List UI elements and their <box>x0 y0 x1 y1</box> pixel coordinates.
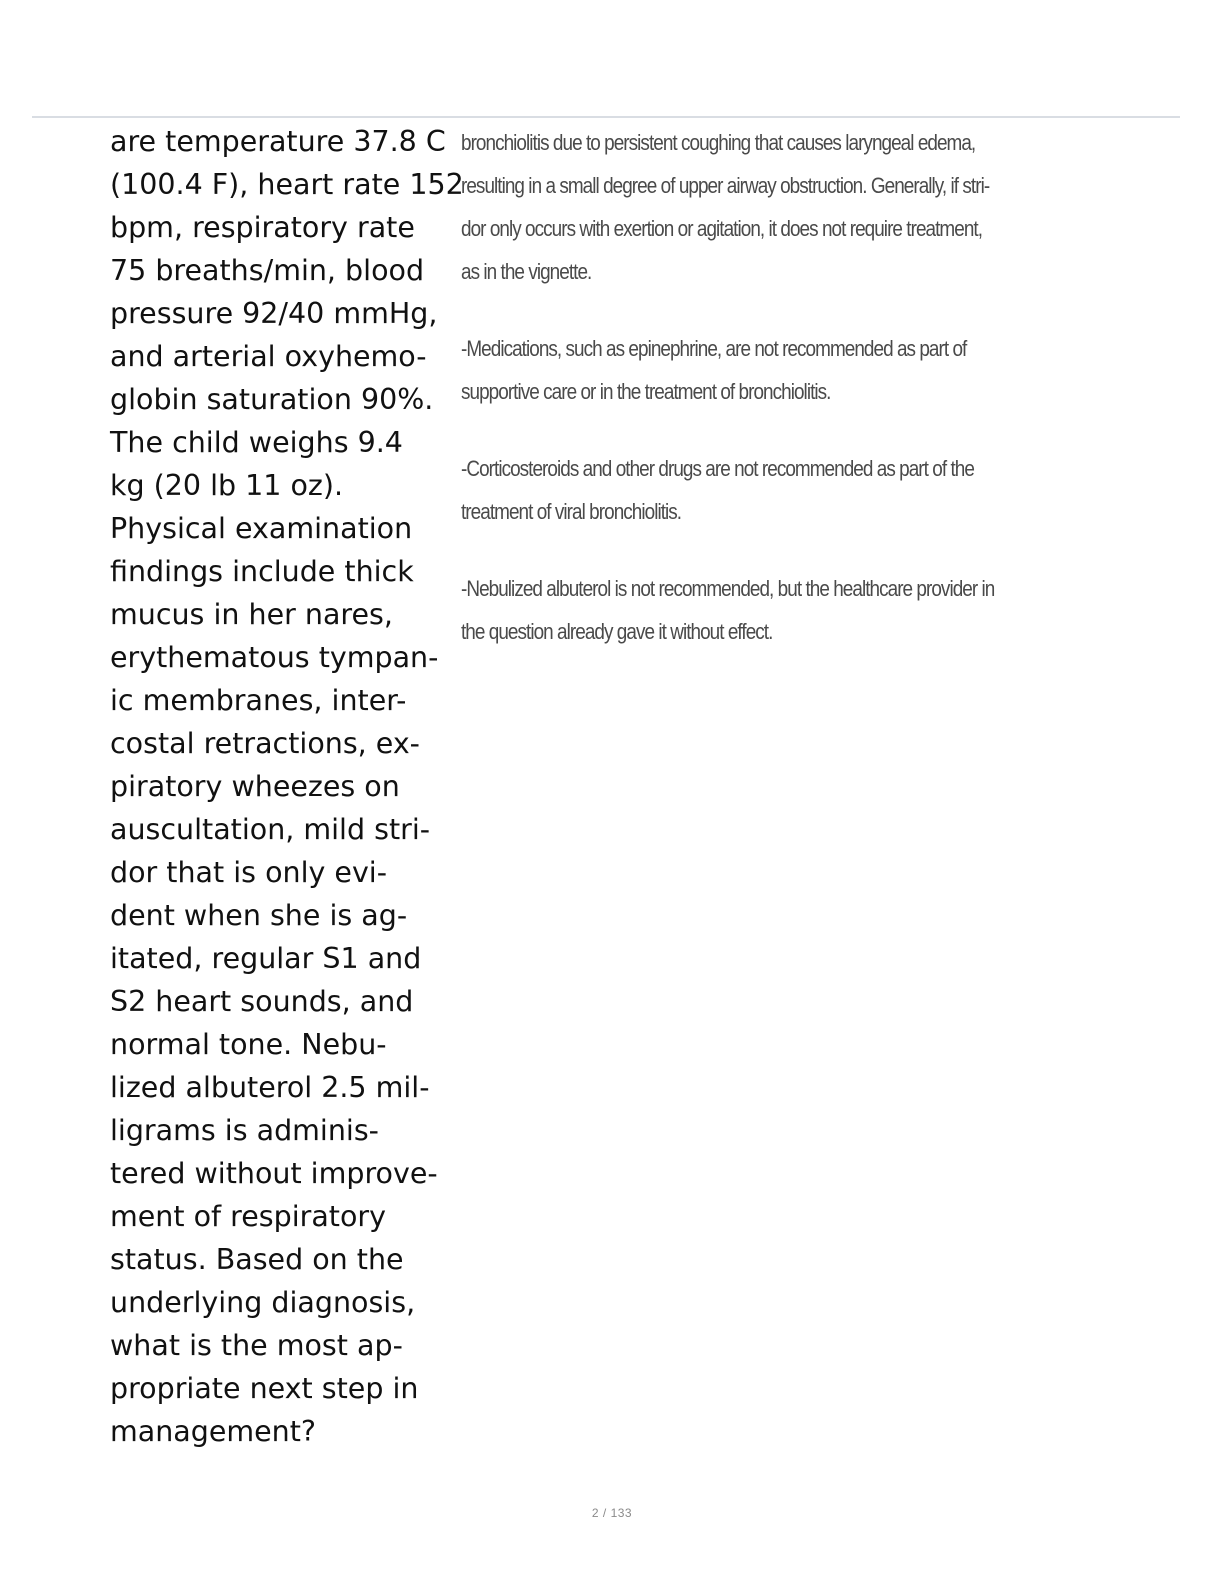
explanation-paragraph-stridor <box>461 121 1076 293</box>
explanation-paragraph-albuterol <box>461 567 1076 653</box>
question-line: what is the most ap- <box>110 1329 403 1362</box>
explanation-text-column <box>461 121 1076 653</box>
question-line: status. Based on the <box>110 1243 404 1276</box>
question-line: normal tone. Nebu- <box>110 1028 387 1061</box>
explanation-line: treatment of viral bronchiolitis. <box>461 499 682 524</box>
question-line: are temperature 37.8 C <box>110 125 446 158</box>
question-text-column <box>110 120 464 1453</box>
explanation-line: the question already gave it without effect. <box>461 619 773 644</box>
question-line: dor that is only evi- <box>110 856 388 889</box>
explanation-paragraph-epinephrine <box>461 327 1076 413</box>
paragraph-spacer <box>461 413 1076 447</box>
question-line: ligrams is adminis- <box>110 1114 379 1147</box>
question-line: ic membranes, inter- <box>110 684 407 717</box>
question-line: bpm, respiratory rate <box>110 211 415 244</box>
question-line: findings include thick <box>110 555 414 588</box>
question-line: ment of respiratory <box>110 1200 386 1233</box>
question-line: propriate next step in <box>110 1372 419 1405</box>
question-line: globin saturation 90%. <box>110 383 434 416</box>
question-line: 75 breaths/min, blood <box>110 254 425 287</box>
question-line: erythematous tympan- <box>110 641 439 674</box>
explanation-paragraph-corticosteroids <box>461 447 1076 533</box>
question-line: kg (20 lb 11 oz). <box>110 469 344 502</box>
explanation-line: resulting in a small degree of upper airway obstruction. Generally, if stri- <box>461 173 990 198</box>
question-line: dent when she is ag- <box>110 899 408 932</box>
header-divider <box>32 116 1180 118</box>
question-line: The child weighs 9.4 <box>110 426 403 459</box>
question-line: itated, regular S1 and <box>110 942 422 975</box>
explanation-line: supportive care or in the treatment of bronchiolitis. <box>461 379 831 404</box>
page-number: 2 / 133 <box>591 1506 633 1520</box>
question-line: mucus in her nares, <box>110 598 393 631</box>
question-line: costal retractions, ex- <box>110 727 420 760</box>
paragraph-spacer <box>461 533 1076 567</box>
question-line: management? <box>110 1415 317 1448</box>
question-line: tered without improve- <box>110 1157 438 1190</box>
explanation-line: dor only occurs with exertion or agitation, it does not require treatment, <box>461 216 983 241</box>
explanation-line: -Nebulized albuterol is not recommended, but the healthcare provider in <box>461 576 995 601</box>
question-line: pressure 92/40 mmHg, <box>110 297 438 330</box>
question-line: and arterial oxyhemo- <box>110 340 427 373</box>
question-line: Physical examination <box>110 512 413 545</box>
question-line: underlying diagnosis, <box>110 1286 416 1319</box>
question-line: (100.4 F), heart rate 152 <box>110 168 464 201</box>
question-line: S2 heart sounds, and <box>110 985 414 1018</box>
explanation-line: as in the vignette. <box>461 259 592 284</box>
paragraph-spacer <box>461 293 1076 327</box>
explanation-line: -Corticosteroids and other drugs are not recommended as part of the <box>461 456 974 481</box>
question-line: auscultation, mild stri- <box>110 813 431 846</box>
explanation-line: bronchiolitis due to persistent coughing that causes laryngeal edema, <box>461 130 976 155</box>
explanation-line: -Medications, such as epinephrine, are not recommended as part of <box>461 336 967 361</box>
question-line: lized albuterol 2.5 mil- <box>110 1071 430 1104</box>
question-line: piratory wheezes on <box>110 770 400 803</box>
